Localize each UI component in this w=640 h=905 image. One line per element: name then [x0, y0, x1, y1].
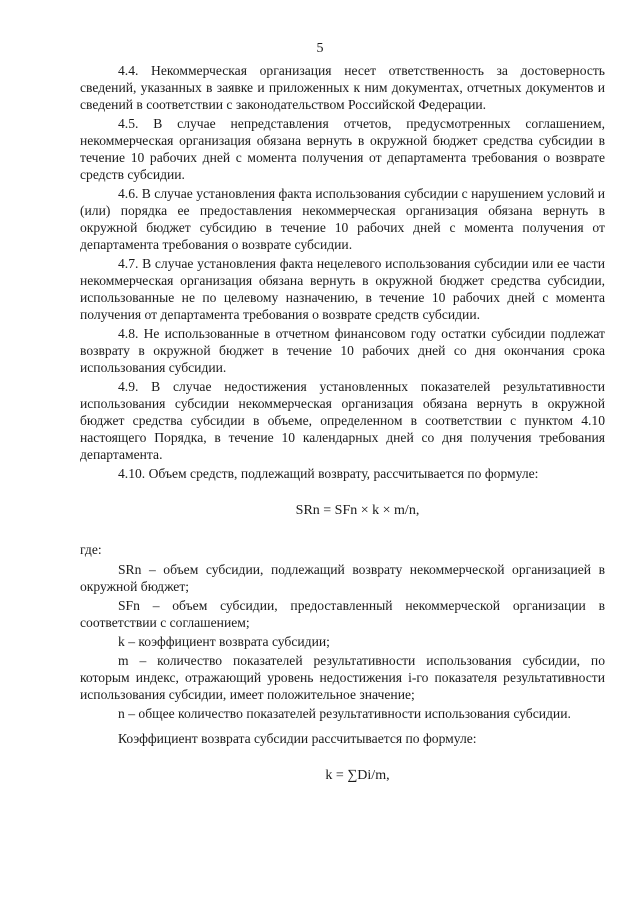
definition-sfn: SFn – объем субсидии, предоставленный некоммерческой организации в соответствии с соглашением;	[80, 598, 605, 630]
paragraph-4-6: 4.6. В случае установления факта использования субсидии с нарушением условий и (или) порядка ее предоставления некоммерческая организация обязана вернуть в окружной бюджет субсидию в течение 10 рабочих дней с момента получения от департамента требования о возврате субсидии.	[80, 186, 605, 252]
document-body	[80, 62, 605, 806]
paragraph-4-9: 4.9. В случае недостижения установленных показателей результативности использования субсидии некоммерческая организация обязана вернуть в окружной бюджет средства субсидии в объеме, определенном в соответствии с пунктом 4.10 настоящего Порядка, в течение 10 календарных дней со дня получения требования департамента.	[80, 379, 605, 462]
paragraph-4-8: 4.8. Не использованные в отчетном финансовом году остатки субсидии подлежат возврату в окружной бюджет в течение 10 рабочих дней со дня окончания срока использования субсидии.	[80, 326, 605, 375]
paragraph-4-10: 4.10. Объем средств, подлежащий возврату, рассчитывается по формуле:	[118, 466, 539, 481]
definition-n: n – общее количество показателей результативности использования субсидии.	[118, 706, 571, 721]
formula-srn: SRn = SFn × k × m/n,	[295, 503, 420, 518]
paragraph-4-4: 4.4. Некоммерческая организация несет ответственность за достоверность сведений, указанных в заявке и приложенных к ним документах, отчетных документов и сведений в соответствии с законодательством Российской Федерации.	[80, 63, 605, 112]
formula-k: k = ∑Di/m,	[325, 768, 390, 783]
page-number: 5	[316, 41, 324, 56]
where-label: где:	[80, 542, 102, 557]
definition-m: m – количество показателей результативности использования субсидии, по которым индекс, отражающий уровень недостижения i-го показателя результативности использования субсидии, имеет положительное значение;	[80, 653, 605, 702]
paragraph-4-7: 4.7. В случае установления факта нецелевого использования субсидии или ее части некоммерческая организация обязана вернуть в окружной бюджет средства субсидии, использованные не по целевому назначению, в течение 10 рабочих дней с момента получения от департамента требования о возврате средств субсидии.	[80, 256, 605, 322]
paragraph-4-5: 4.5. В случае непредставления отчетов, предусмотренных соглашением, некоммерческая организация обязана вернуть в окружной бюджет средства субсидии в течение 10 рабочих дней с момента получения от департамента требования о возврате средств субсидии.	[80, 116, 605, 182]
definition-srn: SRn – объем субсидии, подлежащий возврату некоммерческой организацией в окружной бюджет;	[80, 562, 605, 594]
definition-k: k – коэффициент возврата субсидии;	[118, 634, 330, 649]
k-formula-intro: Коэффициент возврата субсидии рассчитывается по формуле:	[118, 731, 477, 746]
